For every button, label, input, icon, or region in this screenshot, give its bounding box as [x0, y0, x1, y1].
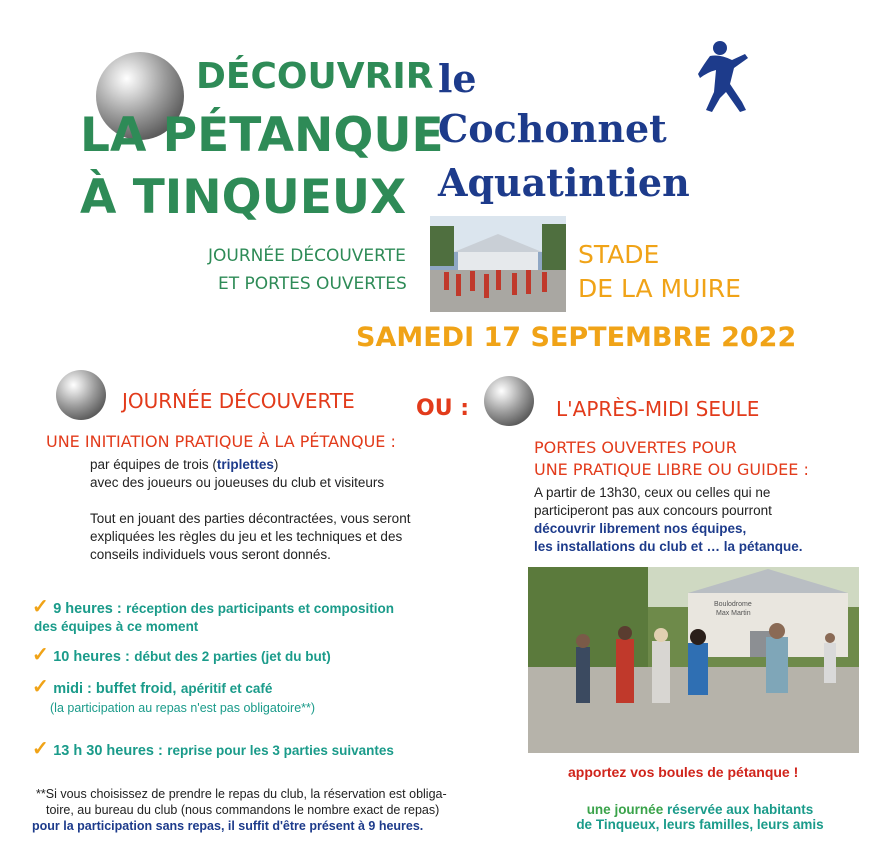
- option-right-title: L'APRÈS-MIDI SEULE: [556, 397, 760, 421]
- schedule-item-3: [32, 674, 472, 715]
- triplettes-suffix: ): [273, 457, 279, 472]
- schedule-text-cont: des équipes à ce moment: [34, 619, 199, 634]
- option-left-title: JOURNÉE DÉCOUVERTE: [122, 389, 355, 413]
- schedule-time: midi : buffet froid,: [53, 681, 177, 697]
- right-paragraph: [534, 484, 874, 556]
- checkmark-icon: ✓: [32, 676, 49, 698]
- petanque-ball-icon: [56, 370, 106, 420]
- reserved-note: [550, 802, 850, 832]
- schedule-time: 13 h 30 heures :: [53, 743, 163, 759]
- event-date: SAMEDI 17 SEPTEMBRE 2022: [356, 322, 797, 353]
- title-line1: DÉCOUVRIR: [196, 56, 434, 97]
- triplettes-prefix: par équipes de trois (: [90, 457, 217, 472]
- right-heading-line2: UNE PRATIQUE LIBRE OU GUIDEE :: [534, 460, 809, 479]
- right-line3: découvrir librement nos équipes,: [534, 521, 747, 536]
- schedule-note: (la participation au repas n'est pas obligatoire**): [50, 701, 316, 715]
- title-line2: LA PÉTANQUE: [80, 108, 444, 163]
- left-paragraph: [90, 456, 470, 564]
- subtitle-line2: ET PORTES OUVERTES: [218, 274, 407, 294]
- right-line4: les installations du club et … la pétanque.: [534, 539, 803, 554]
- checkmark-icon: ✓: [32, 738, 49, 760]
- reserved-text: réservée aux habitants: [666, 802, 814, 817]
- reserved-prefix: une journée: [586, 802, 664, 817]
- triplettes-word: triplettes: [216, 457, 274, 472]
- footnote-line1: **Si vous choisissez de prendre le repas du club, la réservation est obliga-: [36, 787, 447, 801]
- right-heading-line1: PORTES OUVERTES POUR: [534, 438, 737, 457]
- checkmark-icon: ✓: [32, 644, 49, 666]
- player-silhouette-icon: [690, 36, 760, 116]
- schedule-text: apéritif et café: [180, 681, 273, 696]
- left-line4: expliquées les règles du jeu et les techniques et des: [90, 529, 403, 544]
- petanque-ball-icon: [484, 376, 534, 426]
- checkmark-icon: ✓: [32, 596, 49, 618]
- footnote: [32, 786, 502, 834]
- title-line3: À TINQUEUX: [80, 170, 407, 225]
- footnote-line3: pour la participation sans repas, il suffit d'être présent à 9 heures.: [32, 819, 424, 833]
- schedule-text: reprise pour les 3 parties suivantes: [167, 743, 394, 758]
- bring-balls-note: apportez vos boules de pétanque !: [568, 764, 799, 780]
- venue-line1: STADE: [578, 240, 660, 269]
- left-line5: conseils individuels vous seront donnés.: [90, 547, 331, 562]
- right-line1: A partir de 13h30, ceux ou celles qui ne: [534, 485, 771, 500]
- option-or: OU :: [416, 396, 470, 421]
- schedule-item-1: [32, 594, 472, 634]
- stadium-photo: [430, 216, 566, 312]
- reserved-line2: de Tinqueux, leurs familles, leurs amis: [576, 817, 824, 832]
- photo-sign-line2: Max Martin: [716, 610, 751, 617]
- footnote-line2: toire, au bureau du club (nous commandons le nombre exact de repas): [46, 803, 440, 817]
- left-line3: Tout en jouant des parties décontractées, vous seront: [90, 511, 411, 526]
- photo-sign-line1: Boulodrome: [714, 601, 752, 608]
- right-line2: participeront pas aux concours pourront: [534, 503, 772, 518]
- boulodrome-photo: [528, 567, 859, 753]
- schedule-item-4: [32, 736, 472, 761]
- schedule-text: réception des participants et composition: [126, 601, 394, 616]
- schedule-text: début des 2 parties (jet du but): [134, 649, 331, 664]
- left-heading: UNE INITIATION PRATIQUE À LA PÉTANQUE :: [46, 432, 396, 451]
- subtitle-line1: JOURNÉE DÉCOUVERTE: [208, 246, 406, 266]
- club-name-le: le: [438, 56, 477, 101]
- venue-line2: DE LA MUIRE: [578, 274, 741, 303]
- club-name-cochonnet: Cochonnet: [438, 106, 667, 151]
- schedule-time: 9 heures :: [53, 601, 122, 617]
- left-line2: avec des joueurs ou joueuses du club et visiteurs: [90, 475, 385, 490]
- schedule-item-2: [32, 642, 472, 667]
- schedule-time: 10 heures :: [53, 649, 130, 665]
- club-name-aquatintien: Aquatintien: [438, 160, 690, 205]
